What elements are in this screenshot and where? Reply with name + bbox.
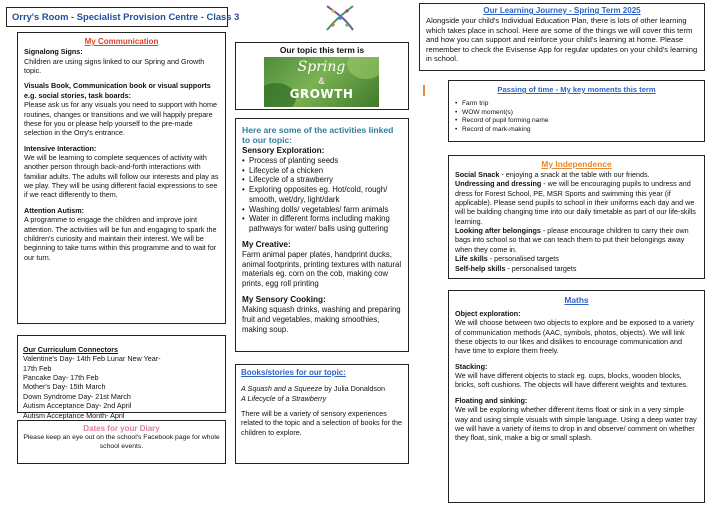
dressing-title: Undressing and dressing (455, 179, 542, 189)
autism-title: Attention Autism: (24, 205, 85, 215)
list-item: • Record of pupil forming name (455, 117, 698, 126)
header-box (6, 7, 240, 27)
life-line (455, 254, 698, 263)
books-box (235, 364, 409, 464)
dna-icon (323, 4, 357, 34)
belongings-title: Looking after belongings (455, 226, 541, 236)
book-1 (241, 384, 403, 393)
selfhelp-line (455, 264, 698, 273)
image-word-spring: Spring (297, 59, 346, 75)
cooking-text: Making squash drinks, washing and preparing fruit and vegetables, making smoothies, making soup. (242, 305, 401, 334)
snack-title: Social Snack (455, 169, 500, 179)
visuals-text: Please ask us for any visuals you need to support with home routines, changes or transitions and we will happily prepare these for you or please help yourself to the pre-made selection in the Orry's entrance. (24, 100, 217, 138)
sensory-title: Sensory Exploration: (242, 145, 325, 155)
journey-box (419, 3, 705, 71)
floating-text: We will be exploring whether different items float or sink in a very simple way and using simple visuals with simple language. Using a deep water tray we will have a variety of items to drop in and observe/ comment on whether they float, sink, make a big or small splash. (455, 405, 697, 443)
curriculum-item: Mother's Day- 15th March (23, 382, 106, 392)
signalong-title: Signalong Signs: (24, 47, 83, 57)
page-title: Orry's Room - Specialist Provision Centre - Class 3 (12, 11, 240, 22)
image-ampersand: & (318, 76, 325, 86)
autism-text: A programme to engage the children and improve joint attention. The activities will be fun and engaging to spark the children's curiosity and maintain their interest. We will be beginning to take turns within this programme and to wait for our turn. (24, 215, 217, 262)
book-2-title: A Lifecycle of a Strawberry (241, 393, 327, 403)
activities-box (235, 118, 409, 352)
curriculum-item: 17th Feb (23, 363, 52, 373)
dressing-line (455, 179, 698, 226)
curriculum-box (17, 335, 226, 420)
belongings-line (455, 226, 698, 254)
stacking-title: Stacking: (455, 361, 488, 371)
list-item: • Washing dolls/ vegetables/ farm animals (242, 205, 402, 215)
list-item: • Record of mark-making (455, 126, 698, 135)
intensive-title: Intensive Interaction: (24, 143, 97, 153)
book-2 (241, 394, 403, 403)
communication-heading: My Communication (84, 37, 159, 46)
journey-text: Alongside your child's Individual Education Plan, there is lots of other learning which takes place in school. Here are some of the things we will cover this term and how you can support and reinforce your child's learning at home. Please remember to check the Evisense App for regular updates on your child's learning in school. (426, 16, 698, 64)
stacking-text: We will have different objects to stack eg. cups, blocks, wooden blocks, bricks, soft cushions. The objects will have different weights and textures. (455, 371, 689, 390)
diary-heading: Dates for your Diary (83, 424, 160, 433)
object-text: We will choose between two objects to explore and be exposed to a variety of communication methods (AAC, symbols, photos, objects). We will link these objects to our likes and dislikes to encourage communication and have time to explore them freely. (455, 318, 694, 356)
book-1-title: A Squash and a Squeeze (241, 384, 323, 394)
curriculum-item: Down Syndrome Day- 21st March (23, 391, 131, 401)
passing-heading: Passing of time - My key moments this term (497, 85, 656, 94)
book-1-author: by Julia Donaldson (322, 384, 385, 394)
creative-title: My Creative: (242, 239, 291, 249)
diary-text: Please keep an eye out on the school's Facebook page for whole school events. (23, 434, 220, 451)
independence-heading: My Independence (541, 159, 612, 169)
selfhelp-title: Self-help skills (455, 263, 506, 273)
list-item: • Lifecycle of a strawberry (242, 175, 402, 185)
life-title: Life skills (455, 254, 488, 264)
passing-box (448, 80, 705, 142)
curriculum-item: Pancake Day- 17th Feb (23, 373, 99, 383)
intensive-text: We will be learning to complete sequences of activity with another person through back-and-forth interactions with familiar adults. The adults will follow our interests and play as we play. They will be using different facial expressions to see if we react differently to them. (24, 152, 219, 200)
floating-title: Floating and sinking: (455, 395, 528, 405)
creative-text: Farm animal paper plates, handprint ducks, animal footprints, printing textures with natural materials eg. corn on the cob, making cow prints, egg roll printing (242, 250, 402, 289)
life-text: - personalised targets (487, 254, 559, 264)
communication-box (17, 32, 226, 324)
dressing-text: - we will be encouraging pupils to undress and dress for Forest School, PE, MSR Sports and swimming this year (if applicable). Please send pupils to school in their uniforms each day and we will be building changing time into our daily timetable as part of our life-skills learning. (455, 179, 696, 226)
list-item: • Process of planting seeds (242, 156, 402, 166)
list-item: • Farm trip (455, 100, 698, 109)
activities-heading: Here are some of the activities linked to our topic: (242, 125, 394, 146)
image-word-growth: GROWTH (289, 87, 354, 101)
curriculum-heading: Our Curriculum Connectors (23, 345, 119, 354)
diary-box (17, 420, 226, 464)
signalong-text: Children are using signs linked to our Spring and Growth topic. (24, 56, 205, 76)
maths-heading: Maths (564, 295, 589, 305)
spring-growth-image (264, 57, 379, 107)
selfhelp-text: - personalised targets (505, 263, 577, 273)
journey-heading: Our Learning Journey - Spring Term 2025 (483, 6, 641, 15)
visuals-title: Visuals Book, Communication book or visual supports e.g. social stories, task boards: (24, 81, 211, 100)
passing-list (455, 100, 698, 134)
curriculum-item: Valentine's Day- 14th Feb Lunar New Year- (23, 354, 161, 364)
books-heading: Books/stories for our topic: (241, 368, 346, 377)
snack-text: - enjoying a snack at the table with our friends. (499, 169, 650, 179)
list-item: • Water in different forms including making pathways for water/ balls using guttering (242, 214, 402, 233)
curriculum-item: Autism Acceptance Day- 2nd April (23, 401, 132, 411)
topic-box (235, 42, 409, 110)
list-item: • Lifecycle of a chicken (242, 166, 402, 176)
curriculum-item: Autism Acceptance Month- April (23, 410, 125, 420)
topic-heading: Our topic this term is (279, 45, 365, 55)
sensory-list (242, 156, 402, 234)
orange-marker (423, 85, 425, 96)
independence-box (448, 155, 705, 279)
snack-line (455, 170, 698, 179)
list-item: • WOW moment(s) (455, 109, 698, 118)
books-text: There will be a variety of sensory experiences related to the topic and a selection of books for the children to explore. (241, 409, 403, 437)
cooking-title: My Sensory Cooking: (242, 294, 326, 304)
maths-box (448, 290, 705, 503)
list-item: • Exploring opposites eg. Hot/cold, rough/ smooth, wet/dry, light/dark (242, 185, 402, 204)
belongings-text: - please encourage children to carry their own bags into school so that we can teach them to put their belongings away when they come in. (455, 226, 689, 254)
object-title: Object exploration: (455, 308, 521, 318)
